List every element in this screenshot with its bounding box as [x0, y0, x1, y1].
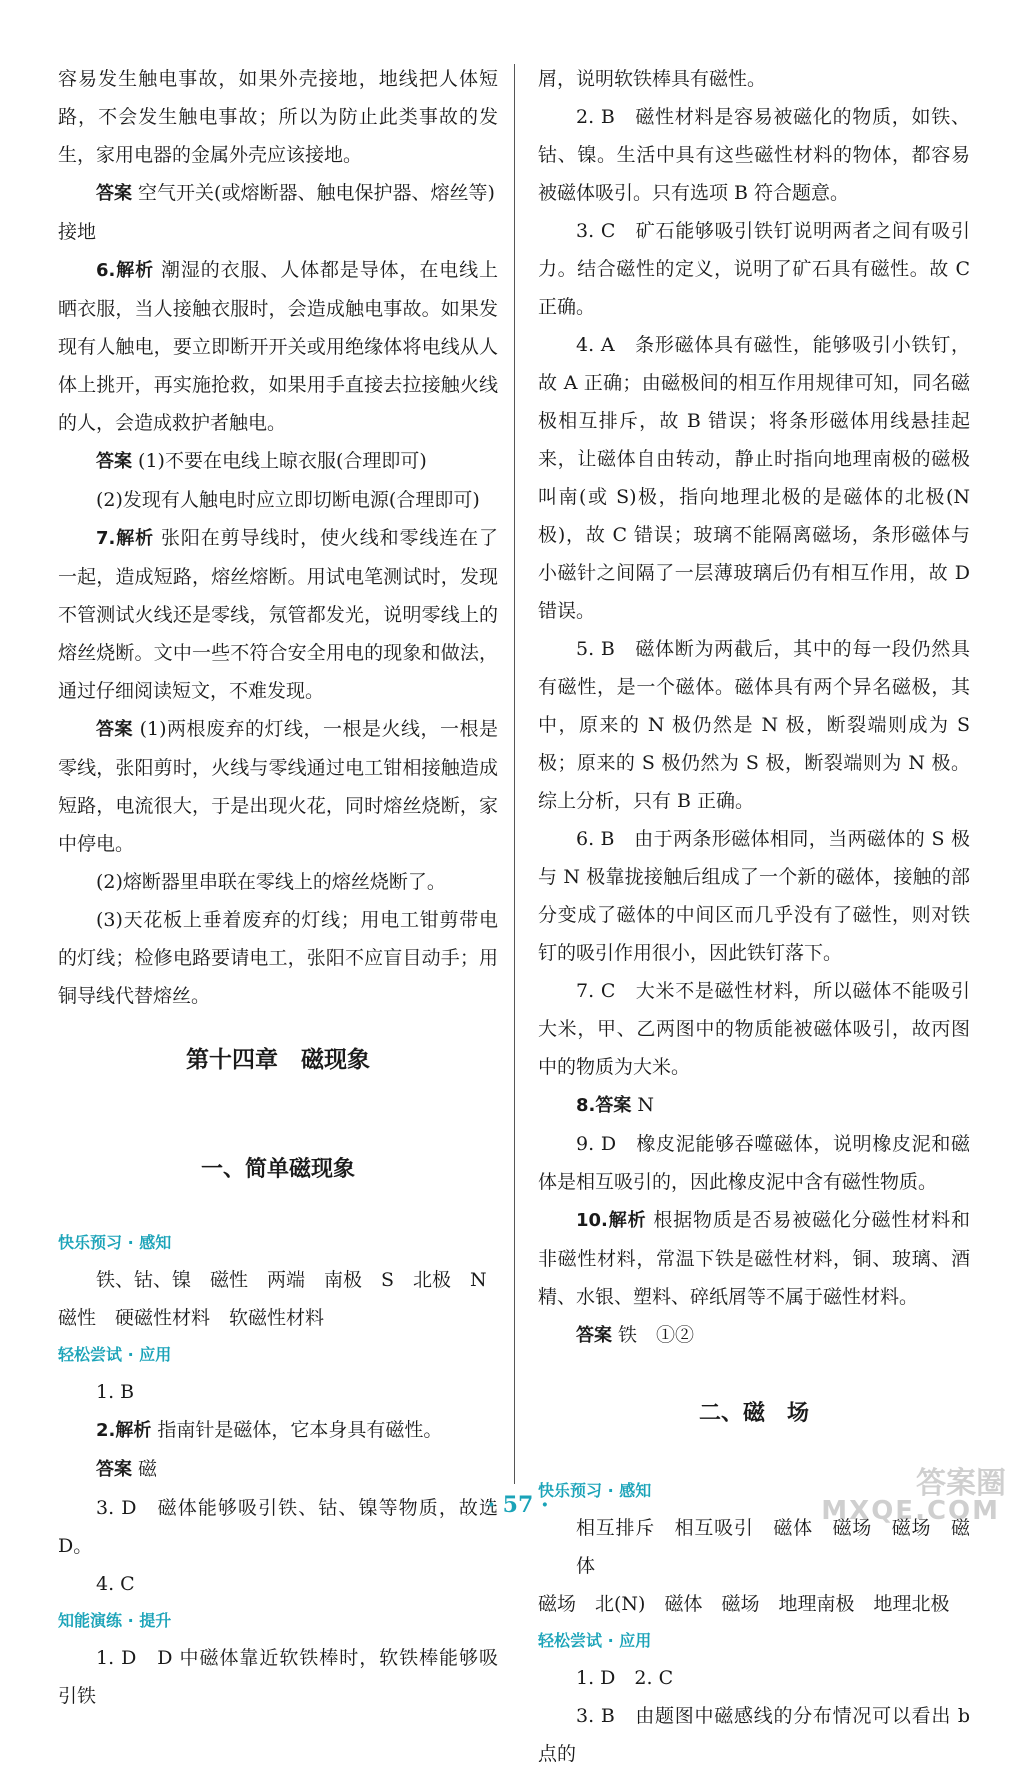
left-column [58, 60, 498, 1715]
answer-item: 6. B 由于两条形磁体相同，当两磁体的 S 极与 N 极靠拢接触后组成了一个新的磁体，接触的部分变成了磁体的中间区而几乎没有了磁性，则对铁钉的吸引作用很小，因此铁钉落下。 [538, 828, 970, 964]
answer-item: 4. C [96, 1573, 135, 1595]
preview-answers: 相互排斥 相互吸引 磁体 磁场 磁场 磁体 [576, 1517, 970, 1577]
section-heading-preview: 快乐预习 · 感知 [58, 1233, 172, 1252]
answer-item: 2.解析 指南针是磁体，它本身具有磁性。 [96, 1419, 443, 1441]
lesson-title: 一、简单磁现象 [200, 1157, 355, 1182]
answer-item: 1. B [96, 1381, 135, 1403]
preview-answers-cont: 磁性 硬磁性材料 软磁性材料 [58, 1307, 325, 1329]
section-heading-try: 轻松尝试 · 应用 [58, 1345, 172, 1364]
question-6-analysis: 6.解析 潮湿的衣服、人体都是导体，在电线上晒衣服，当人接触衣服时，会造成触电事故。如果发现有人触电，要立即断开开关或用绝缘体将电线从人体上挑开，再实施抢救，如果用手直接去拉接触火线的人，会造成救护者触电。 [58, 259, 498, 434]
answer-item: 9. D 橡皮泥能够吞噬磁体，说明橡皮泥和磁体是相互吸引的，因此橡皮泥中含有磁性物质。 [538, 1133, 970, 1193]
answer-item: 4. A 条形磁体具有磁性，能够吸引小铁钉，故 A 正确；由磁极间的相互作用规律可知，同名磁极相互排斥，故 B 错误；将条形磁体用线悬挂起来，让磁体自由转动，静止时指向地理南极的磁极叫南(或 S)极，指向地理北极的是磁体的北极(N 极)，故 C 错误；玻璃不能隔离磁场，条形磁体与小磁针之间隔了一层薄玻璃后仍有相互作用，故 D 错误。 [538, 334, 970, 622]
answer-item: 7. C 大米不是磁性材料，所以磁体不能吸引大米，甲、乙两图中的物质能被磁体吸引，故丙图中的物质为大米。 [538, 980, 970, 1078]
answer-item: 1. D D 中磁体靠近软铁棒时，软铁棒能够吸引铁 [58, 1647, 498, 1707]
section-heading-try: 轻松尝试 · 应用 [538, 1631, 652, 1650]
paragraph: 容易发生触电事故，如果外壳接地，地线把人体短路，不会发生触电事故；所以为防止此类事故的发生，家用电器的金属外壳应该接地。 [58, 68, 498, 166]
page-number: · 57 · [487, 1492, 549, 1518]
answer-item: 答案 磁 [96, 1458, 158, 1480]
answer-6-line2: (2)发现有人触电时应立即切断电源(合理即可) [96, 489, 480, 511]
answer-item: 答案 铁 ①② [576, 1324, 695, 1346]
answer-7-line3: (3)天花板上垂着废弃的灯线；用电工钳剪带电的灯线；检修电路要请电工，张阳不应盲目动手；用铜导线代替熔丝。 [58, 909, 498, 1007]
column-divider [514, 64, 515, 1484]
answer-item: 10.解析 根据物质是否易被磁化分磁性材料和非磁性材料，常温下铁是磁性材料，铜、玻璃、酒精、水银、塑料、碎纸屑等不属于磁性材料。 [538, 1209, 970, 1308]
paragraph: 屑，说明软铁棒具有磁性。 [538, 68, 767, 90]
answer-item: 5. B 磁体断为两截后，其中的每一段仍然具有磁性，是一个磁体。磁体具有两个异名磁极，其中，原来的 N 极仍然是 N 极，断裂端则成为 S 极；原来的 S 极仍然为 S 极，断裂端则为 N 极。综上分析，只有 B 正确。 [538, 638, 970, 812]
answer-item: 3. C 矿石能够吸引铁钉说明两者之间有吸引力。结合磁性的定义，说明了矿石具有磁性。故 C 正确。 [538, 220, 970, 318]
answer: 答案 空气开关(或熔断器、触电保护器、熔丝等) [96, 182, 495, 204]
answer-item: 1. D 2. C [576, 1667, 674, 1689]
section-heading-preview: 快乐预习 · 感知 [538, 1481, 652, 1500]
answer-7-line2: (2)熔断器里串联在零线上的熔丝烧断了。 [96, 871, 446, 893]
answer-6: 答案 (1)不要在电线上晾衣服(合理即可) [96, 450, 427, 472]
answer-cont: 接地 [58, 221, 97, 243]
lesson-title: 二、磁 场 [698, 1401, 809, 1426]
preview-answers-cont: 磁场 北(N) 磁体 磁场 地理南极 地理北极 [538, 1593, 950, 1615]
answer-item: 3. D 磁体能够吸引铁、钴、镍等物质，故选 D。 [58, 1497, 498, 1557]
question-7-analysis: 7.解析 张阳在剪导线时，使火线和零线连在了一起，造成短路，熔丝熔断。用试电笔测试时，发现不管测试火线还是零线，氖管都发光，说明零线上的熔丝烧断。文中一些不符合安全用电的现象和做法，通过仔细阅读短文，不难发现。 [58, 527, 498, 702]
answer-item: 8.答案 N [576, 1094, 655, 1116]
watermark-logo: 答案圈 MXQE.COM [821, 1466, 1006, 1526]
answer-item: 3. B 由题图中磁感线的分布情况可以看出 b 点的 [538, 1705, 970, 1765]
preview-answers: 铁、钴、镍 磁性 两端 南极 S 北极 N [96, 1269, 487, 1291]
section-heading-drill: 知能演练 · 提升 [58, 1611, 172, 1630]
chapter-title: 第十四章 磁现象 [186, 1047, 370, 1073]
answer-item: 2. B 磁性材料是容易被磁化的物质，如铁、钴、镍。生活中具有这些磁性材料的物体，都容易被磁体吸引。只有选项 B 符合题意。 [538, 106, 970, 204]
answer-7: 答案 (1)两根废弃的灯线，一根是火线，一根是零线，张阳剪时，火线与零线通过电工钳相接触造成短路，电流很大，于是出现火花，同时熔丝烧断，家中停电。 [58, 718, 499, 855]
